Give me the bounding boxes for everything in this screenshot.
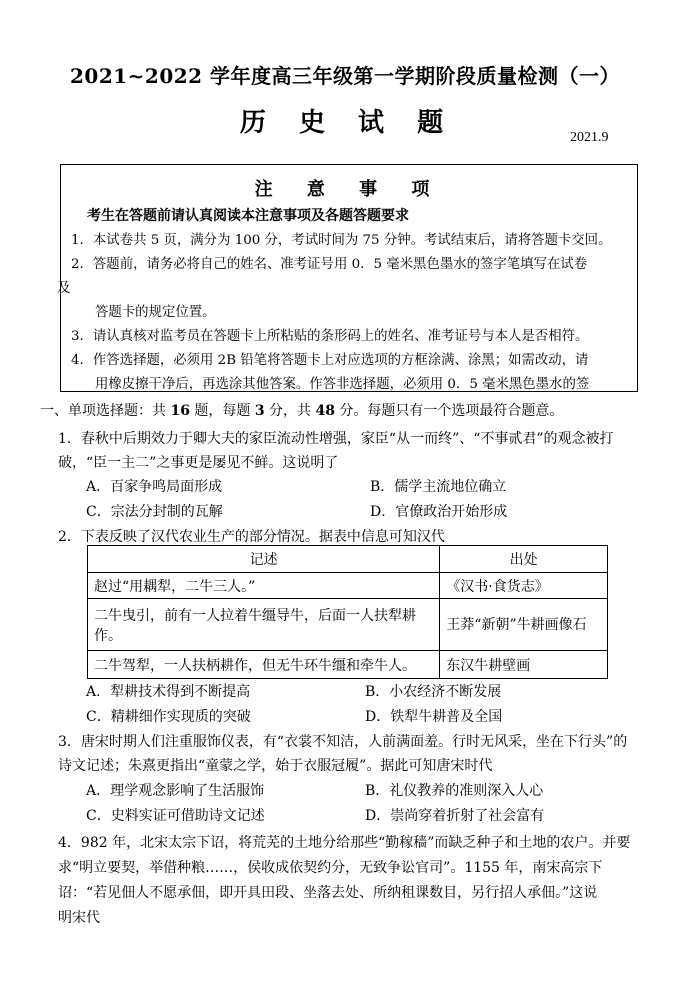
- question-1-option-d: D．官僚政治开始形成: [370, 504, 508, 520]
- table-header-source: 出处: [440, 546, 608, 573]
- table-header-record: 记述: [88, 546, 440, 573]
- question-1-option-a: A．百家争鸣局面形成: [86, 479, 223, 495]
- notice-item-wrap: 及: [57, 281, 71, 296]
- question-4-stem: 求“明立要契，举借种粮……，侯收成依契约分，无致争讼官司”。1155 年，南宋高宗下: [58, 860, 603, 876]
- table-cell-source: 东汉牛耕壁画: [440, 651, 608, 679]
- notice-item: 2．答题前，请务必将自己的姓名、准考证号用 0．5 毫米黑色墨水的签字笔填写在试卷: [71, 257, 588, 272]
- question-1-option-c: C．宗法分封制的瓦解: [86, 504, 223, 520]
- question-1-stem: 1．春秋中后期效力于卿大夫的家臣流动性增强，家臣“从一而终”、“不事贰君”的观念被打: [58, 431, 614, 447]
- question-1-stem: 破，“臣一主二”之事更是屡见不鲜。这说明了: [58, 455, 339, 471]
- table-cell-record: 赵过“用耦犁，二牛三人。”: [88, 573, 440, 599]
- table-header-row: [88, 546, 608, 573]
- question-3-stem: 3．唐宋时期人们注重服饰仪表，有“衣裳不知洁，人前满面羞。行时无风采，坐在下行头”的: [58, 734, 628, 750]
- table-cell-source: 王莽“新朝”牛耕画像石: [440, 599, 608, 651]
- question-2-stem: 2．下表反映了汉代农业生产的部分情况。据表中信息可知汉代: [58, 529, 445, 545]
- section-heading-text: 题，每题: [189, 403, 255, 419]
- question-count: 16: [170, 403, 190, 419]
- section-heading: [40, 400, 563, 420]
- notice-item: 1．本试卷共 5 页，满分为 100 分，考试时间为 75 分钟。考试结束后，请将答题卡交回。: [71, 233, 612, 248]
- question-3-stem: 诗文记述；朱熹更指出“童蒙之学，始于衣服冠履”。据此可知唐宋时代: [58, 758, 493, 774]
- question-2-option-d: D．铁犁牛耕普及全国: [365, 709, 503, 725]
- table-cell-source: 《汉书·食货志》: [440, 573, 608, 599]
- question-4-stem: 4．982 年，北宋太宗下诏，将荒芜的土地分给那些“勤稼穑”而缺乏种子和土地的农户。并要: [58, 835, 631, 851]
- section-heading-text: 分，共: [264, 403, 316, 419]
- question-3-option-c: C．史料实证可借助诗文记述: [86, 808, 265, 824]
- question-3-option-b: B．礼仪教养的准则深入人心: [365, 783, 544, 799]
- question-3-option-d: D．崇尚穿着折射了社会富有: [365, 808, 545, 824]
- notice-item-continued: 答题卡的规定位置。: [95, 305, 216, 320]
- table-cell-record: 二牛驾犁，一人扶柄耕作，但无牛环牛缰和牵牛人。: [88, 651, 440, 679]
- exam-title: 2021~2022 学年度高三年级第一学期阶段质量检测（一）: [70, 64, 621, 88]
- notice-item: 4．作答选择题，必须用 2B 铅笔将答题卡上对应选项的方框涂满、涂黑；如需改动，请: [71, 353, 589, 368]
- source-table: [87, 545, 608, 679]
- subject-title: 历 史 试 题: [239, 108, 456, 138]
- question-3-option-a: A．理学观念影响了生活服饰: [86, 783, 265, 799]
- total-score: 48: [315, 403, 335, 419]
- question-1-option-b: B．儒学主流地位确立: [370, 479, 507, 495]
- table-row: [88, 651, 608, 679]
- score-per-question: 3: [254, 403, 265, 419]
- table-cell-record: 二牛曳引，前有一人拉着牛缰导牛，后面一人扶犁耕作。: [88, 599, 440, 651]
- notice-subtitle: 考生在答题前请认真阅读本注意事项及各题答题要求: [87, 208, 409, 224]
- question-2-option-c: C．精耕细作实现质的突破: [86, 709, 251, 725]
- section-heading-text: 一、单项选择题：共: [40, 403, 171, 419]
- section-heading-text: 分。每题只有一个选项最符合题意。: [334, 403, 564, 419]
- table-row: [88, 599, 608, 651]
- question-4-stem: 诏：“若见佃人不愿承佃，即开具田段、坐落去处、所纳租课数目，另行招人承佃。”这说: [58, 885, 598, 901]
- notice-title: 注 意 事 项: [254, 179, 444, 200]
- notice-item: 3．请认真核对监考员在答题卡上所粘贴的条形码上的姓名、准考证号与本人是否相符。: [71, 329, 589, 344]
- question-2-option-b: B．小农经济不断发展: [365, 684, 502, 700]
- question-4-stem: 明宋代: [58, 910, 100, 926]
- table-row: [88, 573, 608, 599]
- exam-date: 2021.9: [570, 130, 609, 145]
- notice-item-continued: 用橡皮擦干净后，再选涂其他答案。作答非选择题，必须用 0．5 毫米黑色墨水的签: [95, 377, 590, 392]
- notice-box: [57, 164, 638, 392]
- question-2-option-a: A．犁耕技术得到不断提高: [86, 684, 251, 700]
